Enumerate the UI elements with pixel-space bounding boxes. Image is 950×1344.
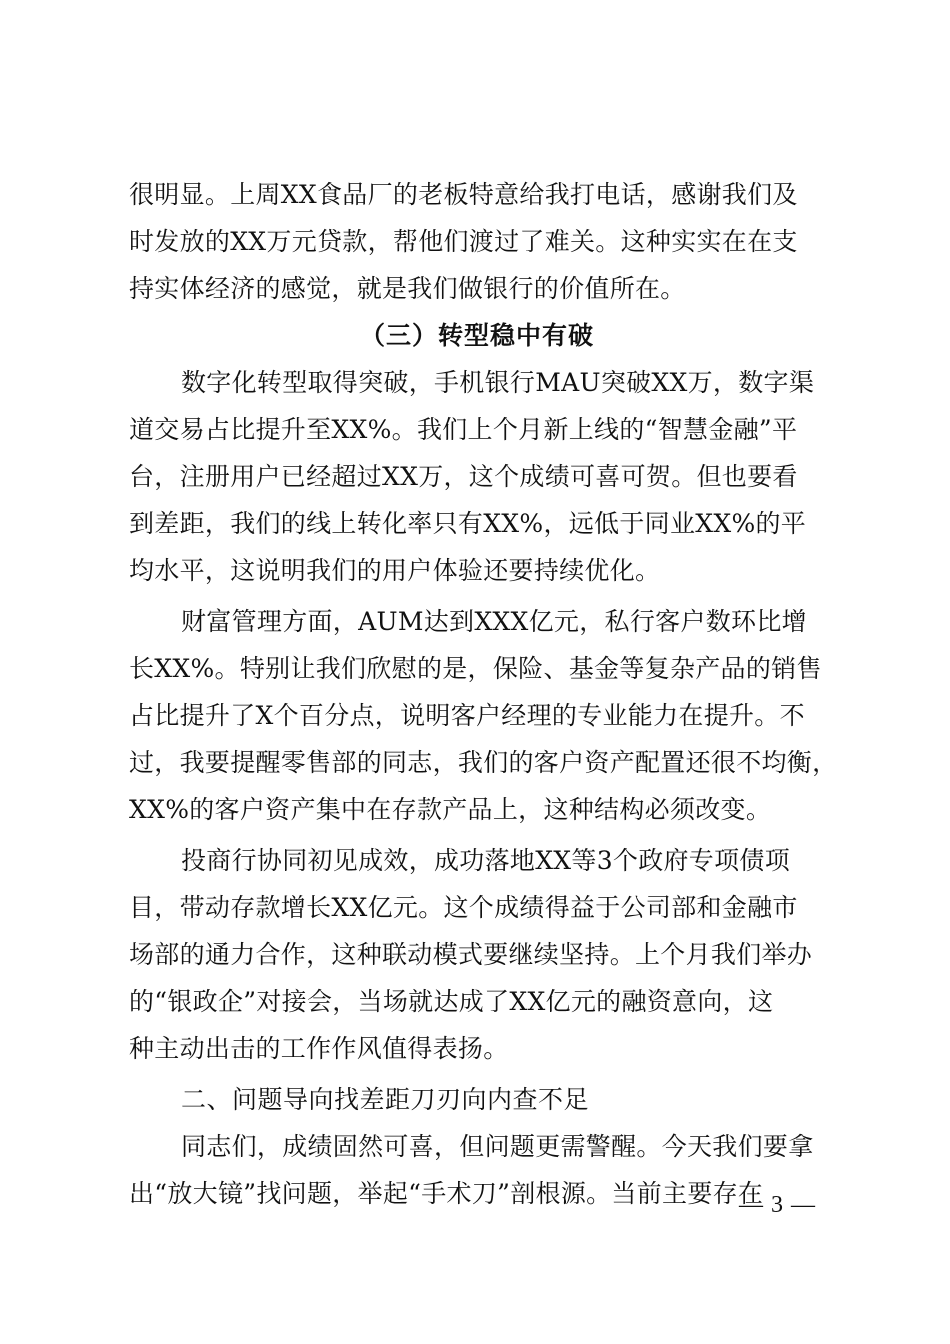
paragraph-line: 投商行协同初见成效，成功落地XX等3个政府专项债项 [181, 846, 791, 875]
paragraph-line: 的“银政企”对接会，当场就达成了XX亿元的融资意向，这 [129, 987, 774, 1016]
paragraph-line: 均水平，这说明我们的用户体验还要持续优化。 [129, 556, 661, 585]
paragraph-line: 很明显。上周XX食品厂的老板特意给我打电话，感谢我们及 [129, 180, 798, 209]
paragraph-line: 道交易占比提升至XX%。我们上个月新上线的“智慧金融”平 [129, 415, 798, 444]
paragraph-line: 到差距，我们的线上转化率只有XX%，远低于同业XX%的平 [129, 509, 807, 538]
paragraph-line: 目，带动存款增长XX亿元。这个成绩得益于公司部和金融市 [129, 893, 798, 922]
paragraph-line: 财富管理方面，AUM达到XXX亿元，私行客户数环比增 [181, 607, 807, 636]
paragraph-line: 数字化转型取得突破，手机银行MAU突破XX万，数字渠 [181, 368, 815, 397]
paragraph-line: 台，注册用户已经超过XX万，这个成绩可喜可贺。但也要看 [129, 462, 798, 491]
section-heading: 二、问题导向找差距刀刃向内查不足 [181, 1085, 590, 1114]
document-body [129, 171, 838, 1217]
paragraph-line: XX%的客户资产集中在存款产品上，这种结构必须改变。 [129, 795, 772, 824]
page-number: — 3 — [739, 1192, 816, 1218]
paragraph-line: 过，我要提醒零售部的同志，我们的客户资产配置还很不均衡， [129, 748, 838, 777]
section-subheading: （三）转型稳中有破 [359, 321, 594, 350]
paragraph-line: 出“放大镜”找问题，举起“手术刀”剖根源。当前主要存在 [129, 1179, 764, 1208]
paragraph-line: 种主动出击的工作作风值得表扬。 [129, 1034, 509, 1063]
paragraph-line: 场部的通力合作，这种联动模式要继续坚持。上个月我们举办 [129, 940, 813, 969]
paragraph-line: 时发放的XX万元贷款，帮他们渡过了难关。这种实实在在支 [129, 227, 798, 256]
paragraph-line: 同志们，成绩固然可喜，但问题更需警醒。今天我们要拿 [181, 1132, 814, 1161]
paragraph-line: 长XX%。特别让我们欣慰的是，保险、基金等复杂产品的销售 [129, 654, 822, 683]
paragraph-line: 持实体经济的感觉，就是我们做银行的价值所在。 [129, 274, 686, 303]
paragraph-line: 占比提升了X个百分点，说明客户经理的专业能力在提升。不 [129, 701, 805, 730]
